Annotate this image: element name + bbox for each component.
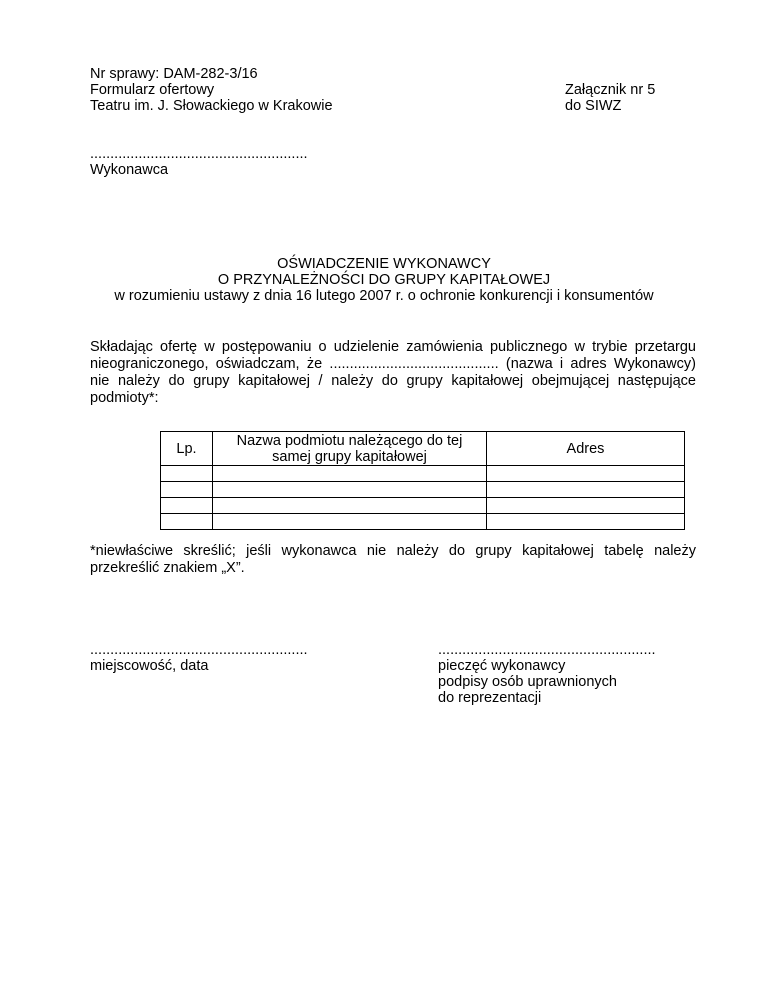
table-row bbox=[161, 466, 685, 482]
table-cell-address bbox=[487, 466, 685, 482]
table-row bbox=[161, 482, 685, 498]
entity-name-header-line-2: samej grupy kapitałowej bbox=[272, 448, 427, 465]
table-cell-lp bbox=[161, 466, 213, 482]
column-header-address: Adres bbox=[487, 432, 685, 466]
header-right bbox=[565, 82, 655, 114]
table-cell-name bbox=[213, 466, 487, 482]
contractor-signature bbox=[438, 642, 656, 706]
signature-dotted-line: ...................................................... bbox=[438, 642, 656, 658]
case-number: Nr sprawy: DAM-282-3/16 bbox=[90, 66, 258, 82]
document-title bbox=[0, 256, 768, 304]
attachment-number: Załącznik nr 5 bbox=[565, 82, 656, 98]
column-header-lp: Lp. bbox=[161, 432, 213, 466]
table-cell-address bbox=[487, 482, 685, 498]
header-left bbox=[90, 66, 333, 114]
entity-name-header-line-1: Nazwa podmiotu należącego do tej bbox=[236, 432, 463, 449]
place-date-label: miejscowość, data bbox=[90, 658, 209, 674]
form-name: Formularz ofertowy bbox=[90, 82, 215, 98]
representation-label: do reprezentacji bbox=[438, 690, 542, 706]
table-row bbox=[161, 514, 685, 530]
column-header-entity-name bbox=[213, 432, 487, 466]
contractor-dotted-line: ...................................................... bbox=[90, 146, 308, 162]
footnote: *niewłaściwe skreślić; jeśli wykonawca nie należy do grupy kapitałowej tabelę należy przekreślić znakiem „X”. bbox=[90, 543, 696, 576]
capital-group-table bbox=[160, 431, 685, 530]
place-date-signature bbox=[90, 642, 308, 674]
institution: Teatru im. J. Słowackiego w Krakowie bbox=[90, 98, 333, 114]
table-cell-lp bbox=[161, 482, 213, 498]
declaration-text: Składając ofertę w postępowaniu o udzielenie zamówienia publicznego w trybie przetargu nieograniczonego, oświadczam, że .......................................... (nazwa i adres Wykonawcy) nie należy do grupy kapitałowej / należy do grupy kapitałowej obejmującej następujące podmioty*: bbox=[90, 339, 696, 406]
table-cell-address bbox=[487, 498, 685, 514]
stamp-label: pieczęć wykonawcy bbox=[438, 658, 566, 674]
attachment-reference: do SIWZ bbox=[565, 98, 622, 114]
authorized-signatures-label: podpisy osób uprawnionych bbox=[438, 674, 617, 690]
place-date-dotted-line: ...................................................... bbox=[90, 642, 308, 658]
title-line-3: w rozumieniu ustawy z dnia 16 lutego 2007 r. o ochronie konkurencji i konsumentów bbox=[114, 288, 654, 304]
table-cell-name bbox=[213, 482, 487, 498]
title-line-2: O PRZYNALEŻNOŚCI DO GRUPY KAPITAŁOWEJ bbox=[217, 272, 551, 288]
table-row bbox=[161, 498, 685, 514]
title-line-1: OŚWIADCZENIE WYKONAWCY bbox=[277, 256, 491, 272]
table-header-row bbox=[161, 432, 685, 466]
table-cell-name bbox=[213, 498, 487, 514]
table-cell-lp bbox=[161, 514, 213, 530]
table-cell-name bbox=[213, 514, 487, 530]
contractor-label: Wykonawca bbox=[90, 162, 169, 178]
table-cell-address bbox=[487, 514, 685, 530]
contractor-block bbox=[90, 146, 308, 178]
table-cell-lp bbox=[161, 498, 213, 514]
